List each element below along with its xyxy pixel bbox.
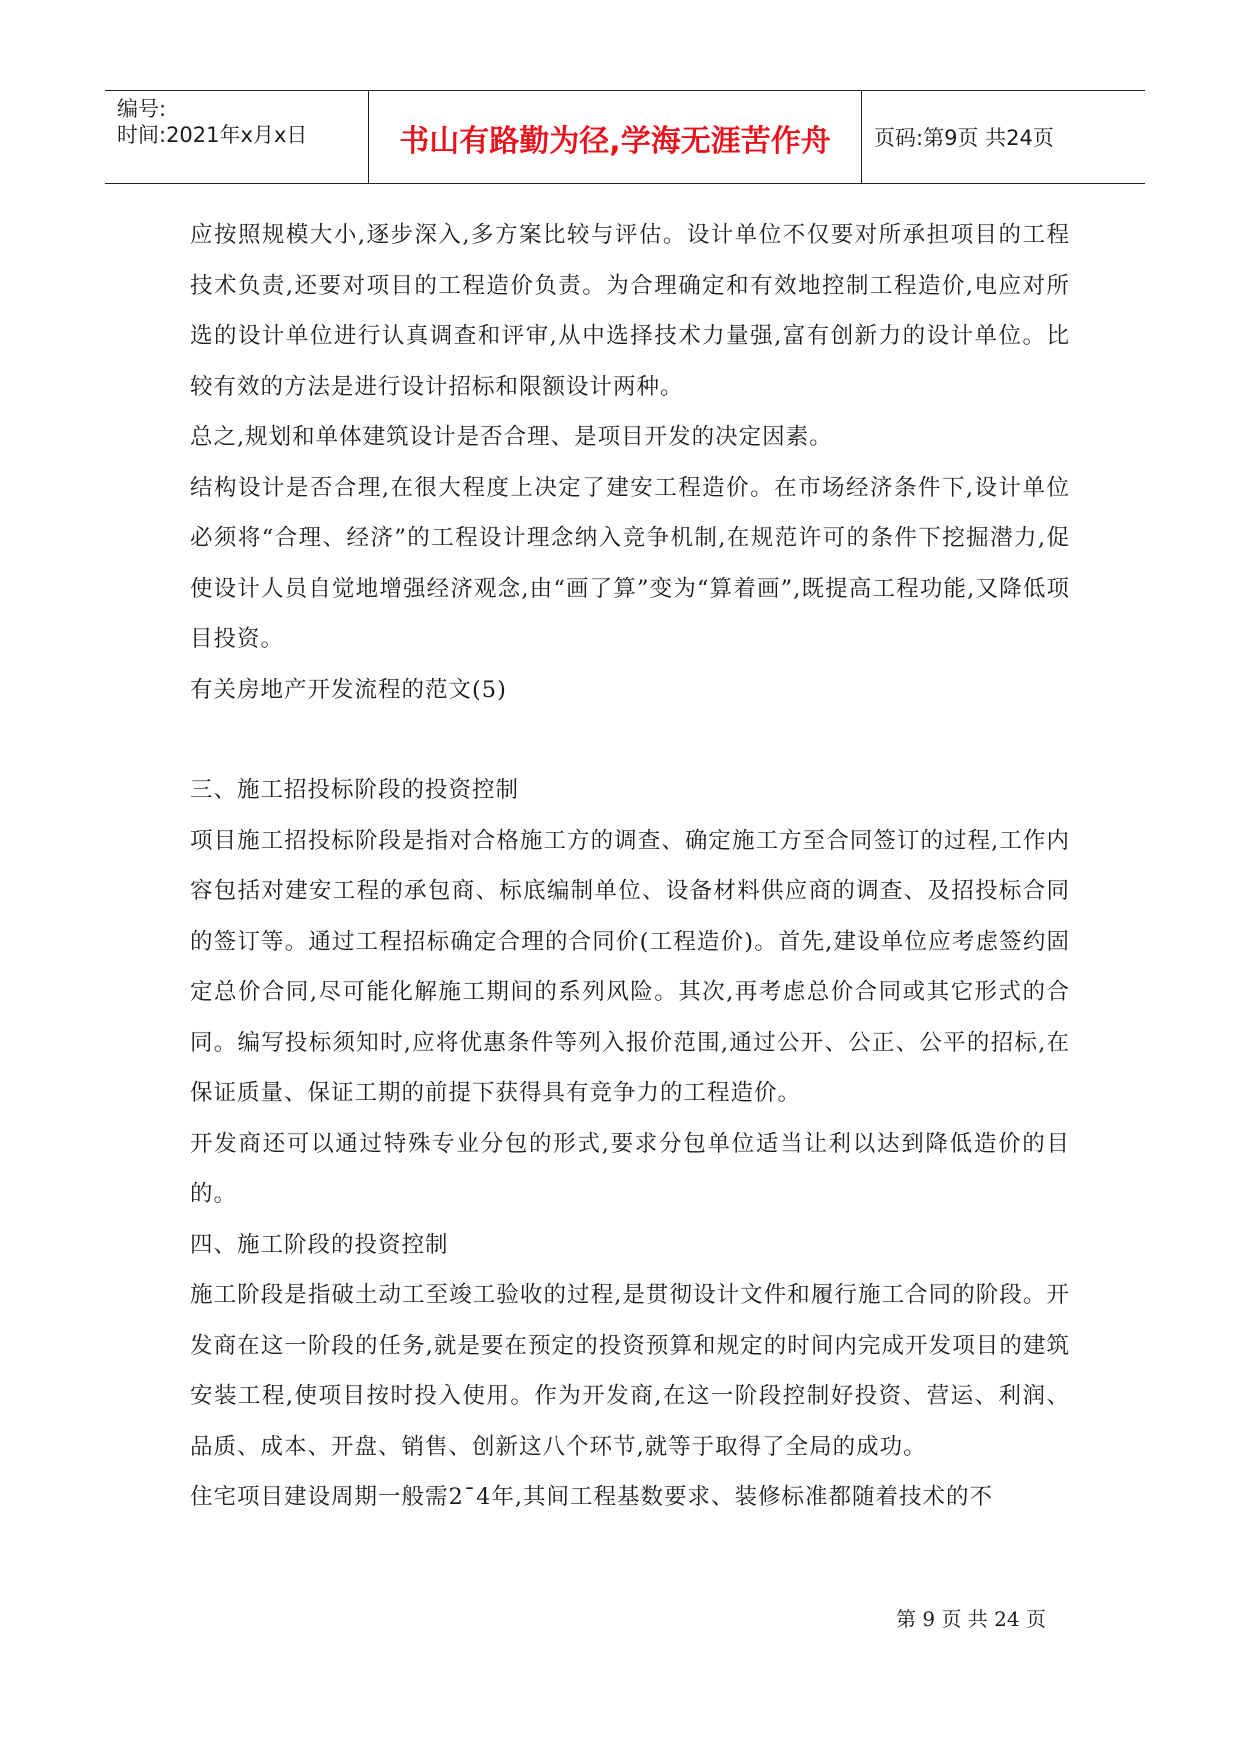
section-heading: 三、施工招投标阶段的投资控制	[190, 777, 520, 803]
document-header	[105, 90, 1145, 184]
paragraph: 施工阶段是指破土动工至竣工验收的过程,是贯彻设计文件和履行施工合同的阶段。开发商在这一阶段的任务,就是要在预定的投资预算和规定的时间内完成开发项目的建筑安装工程,使项目按时投入使用。作为开发商,在这一阶段控制好投资、营运、利润、品质、成本、开盘、销售、创新这八个环节,就等于取得了全局的成功。	[190, 1282, 1070, 1460]
paragraph: 住宅项目建设周期一般需2¯4年,其间工程基数要求、装修标准都随着技术的不	[190, 1484, 994, 1510]
header-motto: 书山有路勤为径,学海无涯苦作舟	[399, 124, 831, 159]
paragraph: 开发商还可以通过特殊专业分包的形式,要求分包单位适当让利以达到降低造价的目的。	[190, 1130, 1070, 1207]
paragraph: 应按照规模大小,逐步深入,多方案比较与评估。设计单位不仅要对所承担项目的工程技术负责,还要对项目的工程造价负责。为合理确定和有效地控制工程造价,电应对所选的设计单位进行认真调查和评审,从中选择技术力量强,富有创新力的设计单位。比较有效的方法是进行设计招标和限额设计两种。	[190, 222, 1070, 400]
page-footer: 第 9 页 共 24 页	[896, 1607, 1046, 1631]
document-number-label: 编号:	[117, 97, 167, 121]
header-left-cell	[105, 91, 369, 183]
section-heading: 四、施工阶段的投资控制	[190, 1231, 449, 1258]
paragraph: 总之,规划和单体建筑设计是否合理、是项目开发的决定因素。	[190, 424, 833, 450]
paragraph-heading: 有关房地产开发流程的范文(5)	[190, 676, 507, 703]
document-body	[190, 210, 1070, 1523]
document-date-label: 时间:2021年x月x日	[117, 123, 308, 147]
header-middle-cell	[369, 91, 862, 183]
header-right-cell	[862, 91, 1145, 183]
paragraph: 结构设计是否合理,在很大程度上决定了建安工程造价。在市场经济条件下,设计单位必须将“合理、经济”的工程设计理念纳入竞争机制,在规范许可的条件下挖掘潜力,促使设计人员自觉地增强经济观念,由“画了算”变为“算着画”,既提高工程功能,又降低项目投资。	[190, 474, 1070, 652]
header-page-info: 页码:第9页 共24页	[874, 126, 1054, 150]
paragraph: 项目施工招投标阶段是指对合格施工方的调查、确定施工方至合同签订的过程,工作内容包括对建安工程的承包商、标底编制单位、设备材料供应商的调查、及招投标合同的签订等。通过工程招标确定合理的合同价(工程造价)。首先,建设单位应考虑签约固定总价合同,尽可能化解施工期间的系列风险。其次,再考虑总价合同或其它形式的合同。编写投标须知时,应将优惠条件等列入报价范围,通过公开、公正、公平的招标,在保证质量、保证工期的前提下获得具有竞争力的工程造价。	[190, 827, 1070, 1106]
